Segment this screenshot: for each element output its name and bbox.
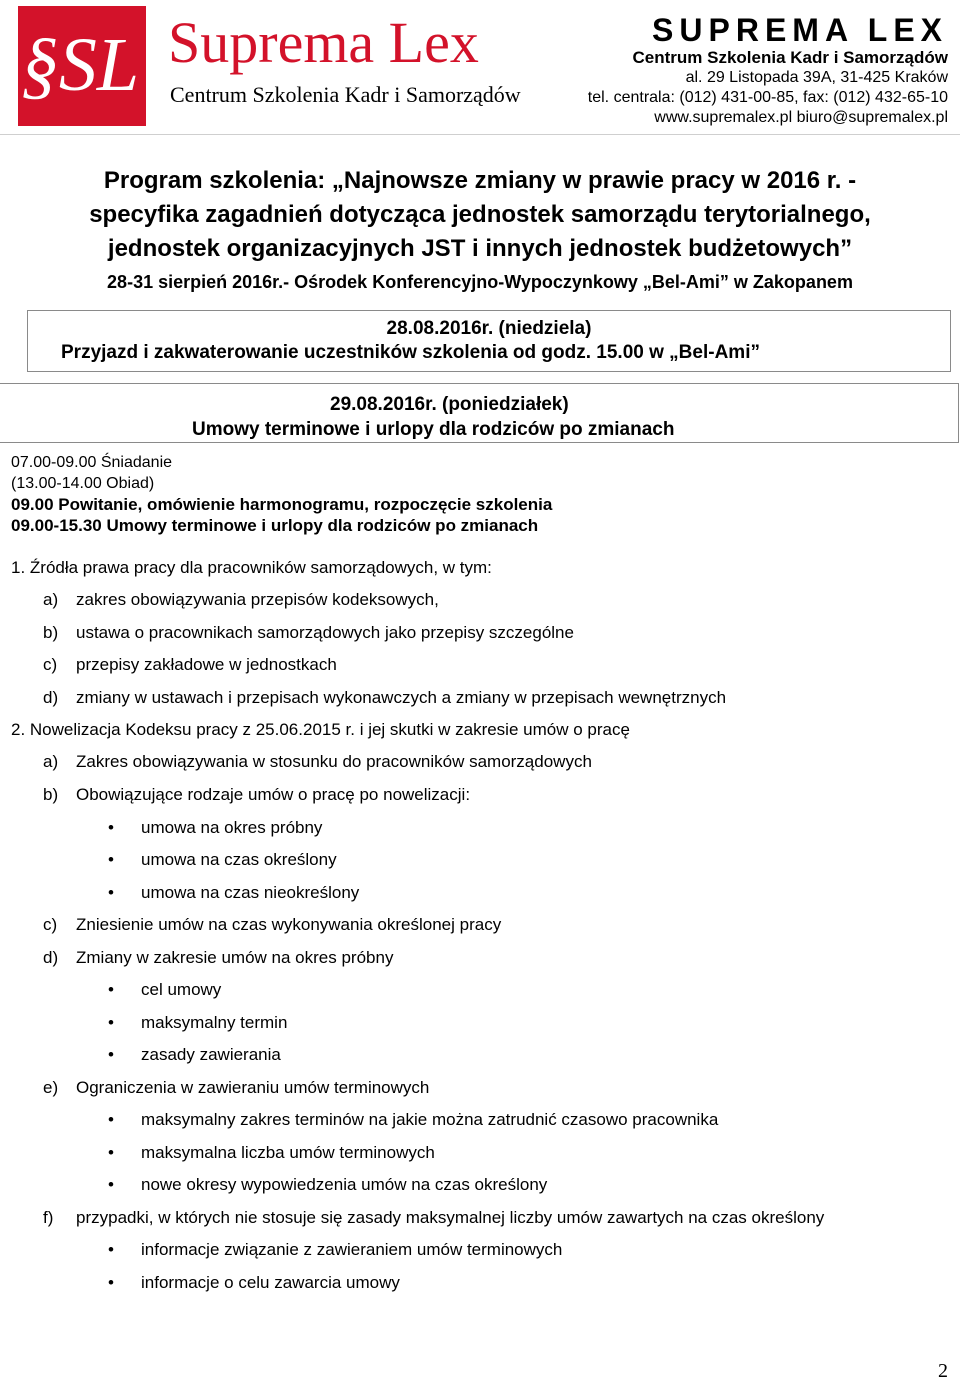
list-item: ustawa o pracownikach samorządowych jako przepisy szczególne — [76, 623, 574, 642]
logo-monogram-icon — [18, 6, 158, 130]
contact-block — [588, 12, 948, 128]
list-item: zakres obowiązywania przepisów kodeksowych, — [76, 590, 439, 609]
logo — [18, 6, 538, 130]
program-title — [0, 164, 960, 296]
sub-item: informacje o celu zawarcia umowy — [141, 1273, 400, 1292]
day1-title: Przyjazd i zakwaterowanie uczestników szkolenia od godz. 15.00 w „Bel-Ami” — [61, 342, 760, 363]
list-item: zmiany w ustawach i przepisach wykonawczych a zmiany w przepisach wewnętrznych — [76, 688, 727, 707]
sub-item: umowa na czas określony — [141, 850, 337, 869]
schedule-welcome: 09.00 Powitanie, omówienie harmonogramu, rozpoczęcie szkolenia — [11, 495, 553, 514]
logo-title: Suprema Lex — [168, 10, 479, 75]
day2-date: 29.08.2016r. (poniedziałek) — [330, 394, 569, 415]
list-item: przepisy zakładowe w jednostkach — [76, 655, 337, 674]
item-marker: c) — [43, 655, 58, 674]
page-number: 2 — [938, 1360, 948, 1382]
bullet-icon: • — [108, 818, 114, 837]
bullet-icon: • — [108, 1013, 114, 1032]
item-marker: e) — [43, 1078, 59, 1097]
schedule-session: 09.00-15.30 Umowy terminowe i urlopy dla rodziców po zmianach — [11, 516, 539, 535]
list-item: przypadki, w których nie stosuje się zasady maksymalnej liczby umów zawartych na czas określony — [76, 1208, 825, 1227]
day2-box — [0, 383, 959, 443]
schedule — [11, 452, 552, 536]
bullet-icon: • — [108, 850, 114, 869]
list-item: Zniesienie umów na czas wykonywania określonej pracy — [76, 915, 502, 934]
program-line-1: Program szkolenia: „Najnowsze zmiany w prawie pracy w 2016 r. - — [103, 167, 857, 194]
bullet-icon: • — [108, 980, 114, 999]
web-email[interactable]: www.supremalex.pl biuro@supremalex.pl — [654, 109, 948, 126]
section-2: 2. Nowelizacja Kodeksu pracy z 25.06.2015 r. i jej skutki w zakresie umów o pracę — [11, 720, 630, 739]
list-item: Zmiany w zakresie umów na okres próbny — [76, 948, 394, 967]
sub-item: umowa na okres próbny — [141, 818, 323, 837]
schedule-lunch: (13.00-14.00 Obiad) — [11, 475, 155, 492]
svg-text:§SL: §SL — [20, 23, 140, 107]
bullet-icon: • — [108, 1175, 114, 1194]
list-item: Zakres obowiązywania w stosunku do pracowników samorządowych — [76, 752, 592, 771]
item-marker: b) — [43, 785, 59, 804]
bullet-icon: • — [108, 1143, 114, 1162]
program-line-3: jednostek organizacyjnych JST i innych jednostek budżetowych” — [107, 235, 853, 262]
program-dates: 28-31 sierpień 2016r.- Ośrodek Konferencyjno-Wypoczynkowy „Bel-Ami” w Zakopanem — [107, 272, 853, 292]
day2-title: Umowy terminowe i urlopy dla rodziców po zmianach — [192, 419, 675, 440]
logo-subtitle: Centrum Szkolenia Kadr i Samorządów — [170, 82, 521, 107]
list-item: Ograniczenia w zawieraniu umów terminowych — [76, 1078, 430, 1097]
sub-item: maksymalny termin — [141, 1013, 288, 1032]
schedule-breakfast: 07.00-09.00 Śniadanie — [11, 454, 173, 471]
item-marker: d) — [43, 688, 59, 707]
item-marker: f) — [43, 1208, 54, 1227]
phone: tel. centrala: (012) 431-00-85, fax: (012) 432-65-10 — [587, 89, 948, 106]
bullet-icon: • — [108, 1045, 114, 1064]
day1-box — [27, 310, 951, 372]
bullet-icon: • — [108, 883, 114, 902]
sub-item: informacje związanie z zawieraniem umów terminowych — [141, 1240, 563, 1259]
sub-item: zasady zawierania — [141, 1045, 281, 1064]
center-name: Centrum Szkolenia Kadr i Samorządów — [632, 48, 948, 67]
item-marker: b) — [43, 623, 59, 642]
day1-date: 28.08.2016r. (niedziela) — [386, 318, 592, 339]
item-marker: a) — [43, 590, 59, 609]
bullet-icon: • — [108, 1273, 114, 1292]
sub-item: maksymalny zakres terminów na jakie można zatrudnić czasowo pracownika — [141, 1110, 719, 1129]
section-1: 1. Źródła prawa pracy dla pracowników samorządowych, w tym: — [11, 558, 492, 577]
header-divider — [0, 134, 960, 135]
item-marker: c) — [43, 915, 58, 934]
sub-item: nowe okresy wypowiedzenia umów na czas określony — [141, 1175, 548, 1194]
bullet-icon: • — [108, 1240, 114, 1259]
address: al. 29 Listopada 39A, 31-425 Kraków — [685, 69, 948, 86]
sub-item: cel umowy — [141, 980, 222, 999]
sub-item: umowa na czas nieokreślony — [141, 883, 360, 902]
brand-name: SUPREMA LEX — [652, 12, 948, 48]
item-marker: a) — [43, 752, 59, 771]
program-line-2: specyfika zagadnień dotycząca jednostek samorządu terytorialnego, — [89, 201, 871, 228]
list-item: Obowiązujące rodzaje umów o pracę po nowelizacji: — [76, 785, 471, 804]
sub-item: maksymalna liczba umów terminowych — [141, 1143, 435, 1162]
bullet-icon: • — [108, 1110, 114, 1129]
item-marker: d) — [43, 948, 59, 967]
